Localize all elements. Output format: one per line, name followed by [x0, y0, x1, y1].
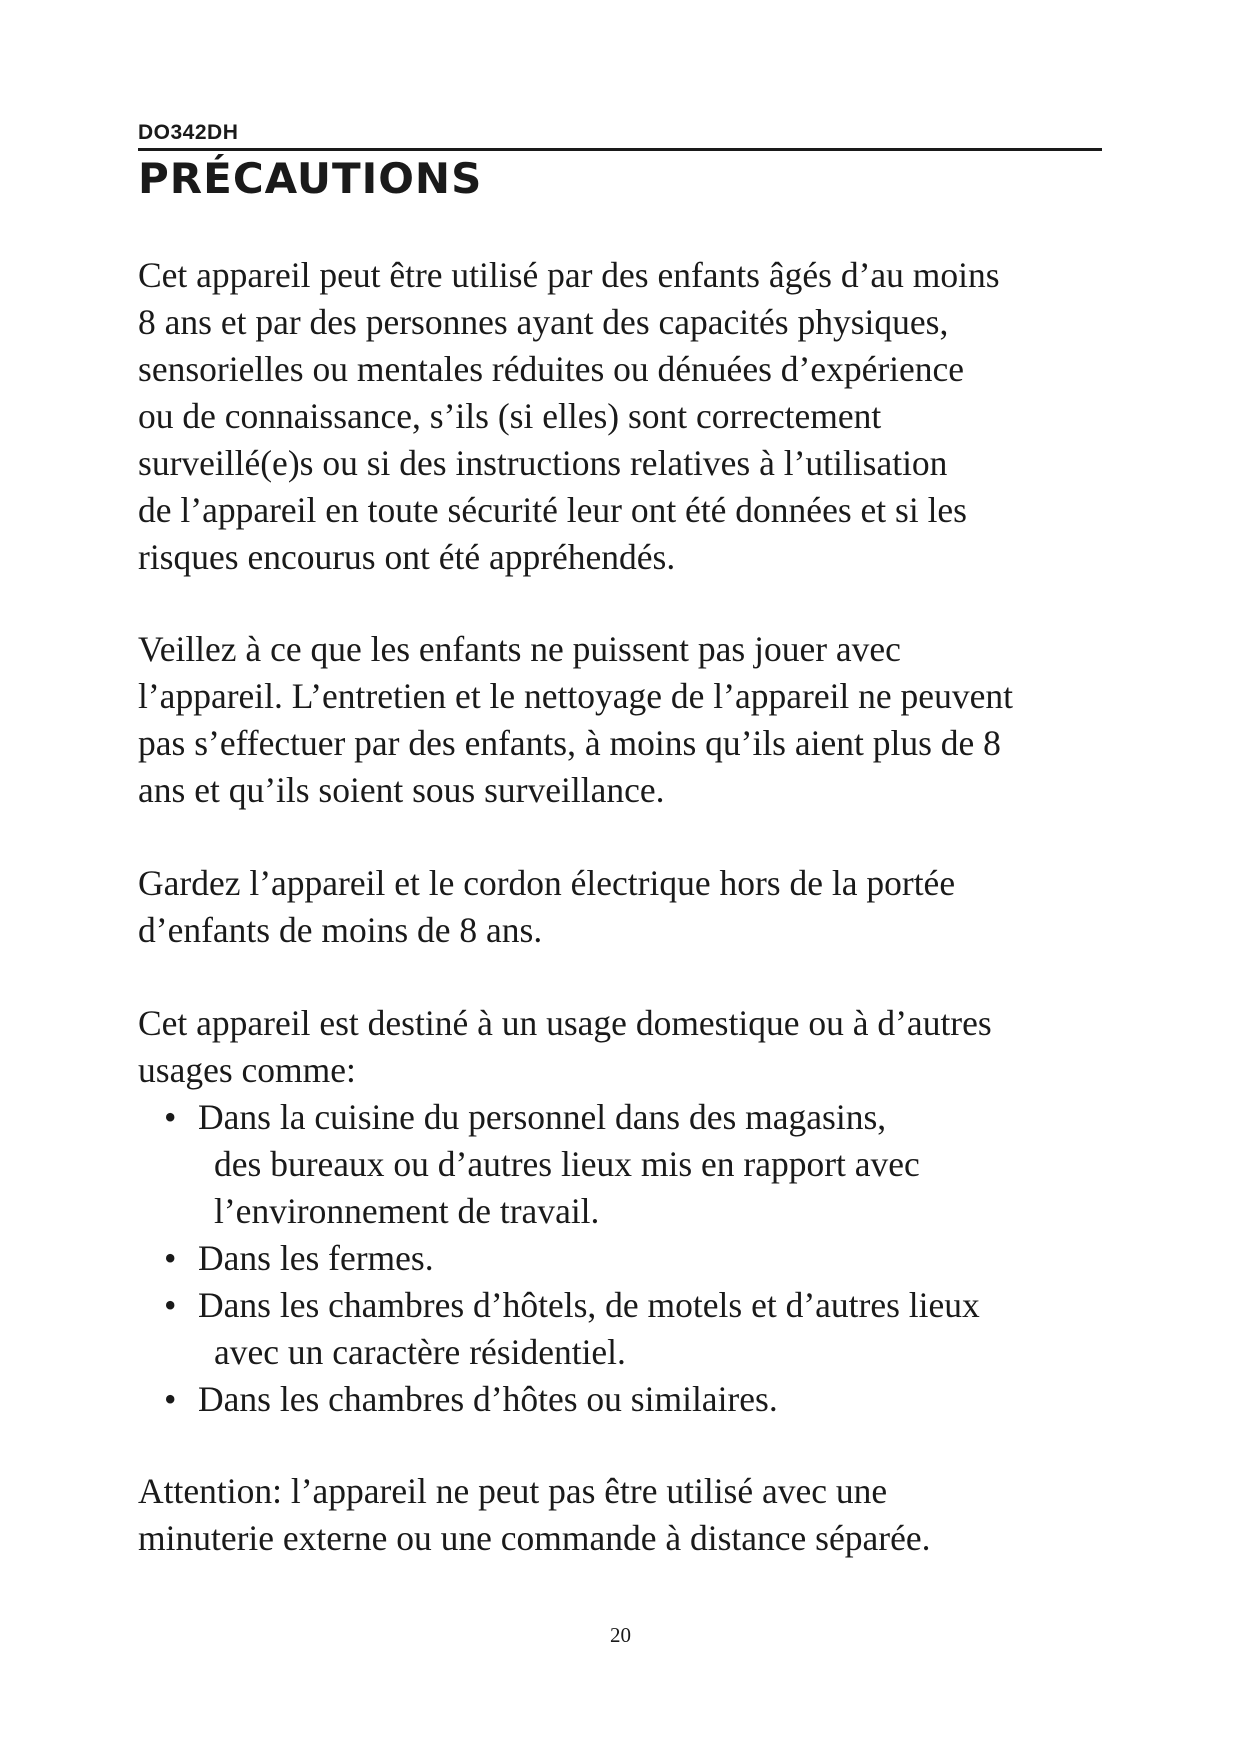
paragraph-children-supervision: [138, 626, 1118, 814]
paragraph-line: 8 ans et par des personnes ayant des capacités physiques,: [138, 302, 949, 342]
bullet-line: l’environnement de travail.: [214, 1191, 600, 1231]
paragraph-line: sensorielles ou mentales réduites ou dénuées d’expérience: [138, 349, 965, 389]
paragraph-usage-restrictions: [138, 252, 1118, 581]
paragraph-cord-storage: [138, 860, 1118, 954]
paragraph-line: Cet appareil est destiné à un usage domestique ou à d’autres: [138, 1003, 992, 1043]
paragraph-line: pas s’effectuer par des enfants, à moins qu’ils aient plus de 8: [138, 723, 1001, 763]
bullet-icon: •: [164, 1238, 177, 1278]
paragraph-line: risques encourus ont été appréhendés.: [138, 537, 676, 577]
usage-bullet-list: [138, 1094, 1118, 1423]
paragraph-line: Gardez l’appareil et le cordon électrique hors de la portée: [138, 863, 956, 903]
paragraph-line: l’appareil. L’entretien et le nettoyage de l’appareil ne peuvent: [138, 676, 1013, 716]
bullet-line: des bureaux ou d’autres lieux mis en rapport avec: [214, 1144, 920, 1184]
bullet-line: avec un caractère résidentiel.: [214, 1332, 626, 1372]
bullet-line: Dans les fermes.: [198, 1238, 434, 1278]
paragraph-timer-warning: [138, 1468, 1118, 1562]
paragraph-line: surveillé(e)s ou si des instructions relatives à l’utilisation: [138, 443, 948, 483]
list-item: [138, 1282, 1118, 1376]
list-item: [138, 1094, 1118, 1235]
paragraph-line: ans et qu’ils soient sous surveillance.: [138, 770, 665, 810]
paragraph-line: d’enfants de moins de 8 ans.: [138, 910, 543, 950]
page-number: 20: [610, 1623, 631, 1647]
paragraph-line: Veillez à ce que les enfants ne puissent pas jouer avec: [138, 629, 901, 669]
paragraph-intended-use: [138, 1000, 1118, 1423]
paragraph-line: Cet appareil peut être utilisé par des enfants âgés d’au moins: [138, 255, 1000, 295]
model-code: DO342DH: [138, 121, 239, 144]
list-item: [138, 1235, 1118, 1282]
paragraph-line: usages comme:: [138, 1050, 356, 1090]
bullet-icon: •: [164, 1097, 177, 1137]
bullet-icon: •: [164, 1285, 177, 1325]
section-title: PRÉCAUTIONS: [138, 154, 483, 203]
header-rule: [138, 148, 1102, 151]
paragraph-line: Attention: l’appareil ne peut pas être utilisé avec une: [138, 1471, 888, 1511]
paragraph-line: minuterie externe ou une commande à distance séparée.: [138, 1518, 931, 1558]
bullet-line: Dans les chambres d’hôtes ou similaires.: [198, 1379, 778, 1419]
bullet-icon: •: [164, 1379, 177, 1419]
list-item: [138, 1376, 1118, 1423]
paragraph-line: de l’appareil en toute sécurité leur ont été données et si les: [138, 490, 967, 530]
bullet-line: Dans les chambres d’hôtels, de motels et d’autres lieux: [198, 1285, 980, 1325]
bullet-line: Dans la cuisine du personnel dans des magasins,: [198, 1097, 887, 1137]
paragraph-line: ou de connaissance, s’ils (si elles) sont correctement: [138, 396, 882, 436]
